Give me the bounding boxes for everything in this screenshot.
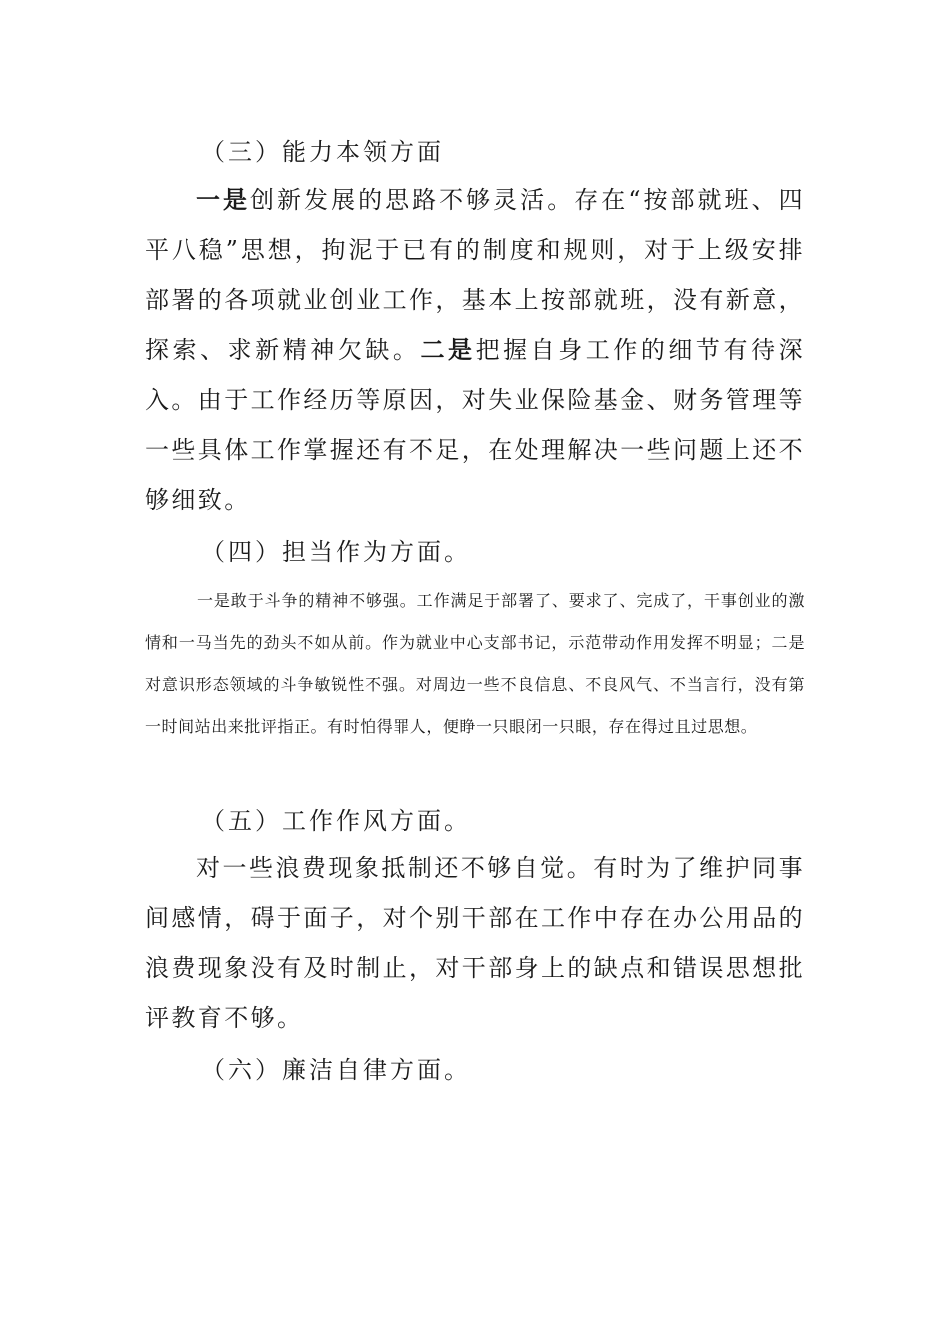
lead-first-point: 一是 <box>196 185 251 214</box>
section-4-paragraph: 一是敢于斗争的精神不够强。工作满足于部署了、要求了、完成了，干事创业的激情和一马当先的劲头不如从前。作为就业中心支部书记，示范带动作用发挥不明显；二是对意识形态领域的斗争敏锐性不强。对周边一些不良信息、不良风气、不当言行，没有第一时间站出来批评指正。有时怕得罪人，便睁一只眼闭一只眼，存在得过且过思想。 <box>145 591 805 736</box>
lead-second-point: 二是 <box>420 335 476 364</box>
section-heading-3: （三）能力本领方面 <box>201 138 444 166</box>
section-heading-5: （五）工作作风方面。 <box>201 807 471 835</box>
point-two-text: 把握自身工作的细节有待深入。由于工作经历等原因，对失业保险基金、财务管理等一些具体工作掌握还有不足，在处理解决一些问题上还不够细致。 <box>145 336 805 514</box>
section-heading-4: （四）担当作为方面。 <box>201 538 471 566</box>
section-3-paragraph <box>145 175 805 525</box>
point-one-text: 创新发展的思路不够灵活。存在“按部就班、四平八稳”思想，拘泥于已有的制度和规则，对于上级安排部署的各项就业创业工作，基本上按部就班，没有新意，探索、求新精神欠缺。 <box>145 186 805 364</box>
section-heading-6: （六）廉洁自律方面。 <box>201 1056 471 1084</box>
section-5-paragraph: 对一些浪费现象抵制还不够自觉。有时为了维护同事间感情，碍于面子，对个别干部在工作中存在办公用品的浪费现象没有及时制止，对干部身上的缺点和错误思想批评教育不够。 <box>145 854 805 1032</box>
